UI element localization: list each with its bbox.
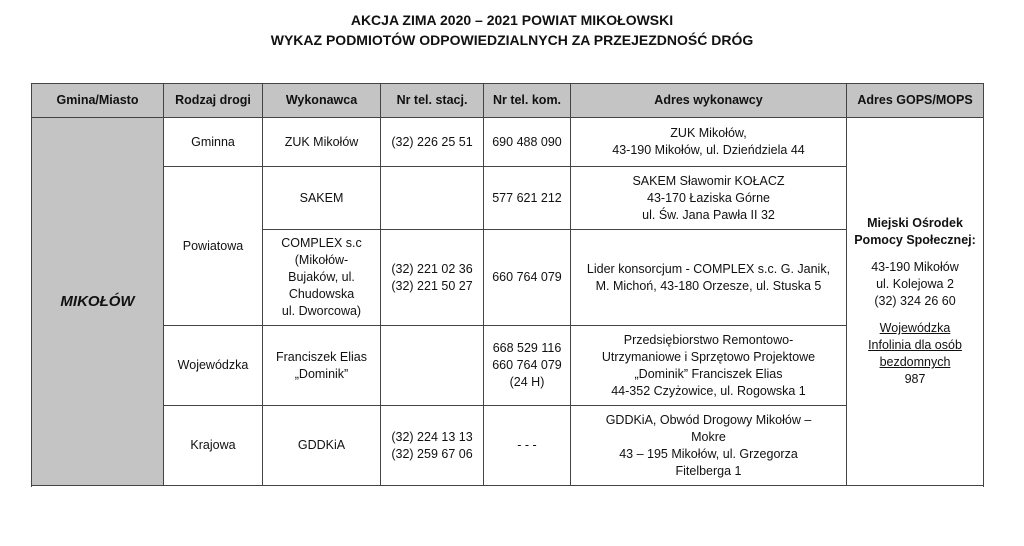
landline-number: (32) 226 25 51 <box>391 134 473 149</box>
contractor-cell: SAKEM <box>263 167 381 230</box>
mobile-number: 660 764 079 <box>492 270 562 284</box>
mobile-number: 690 488 090 <box>492 134 562 149</box>
road-type-cell: Krajowa <box>164 406 263 486</box>
contractor-address-cell <box>571 118 847 167</box>
mobile-cell <box>484 167 571 230</box>
table-row <box>32 167 984 230</box>
address-line: GDDKiA, Obwód Drogowy Mikołów – <box>605 412 812 427</box>
landline-cell <box>381 406 484 486</box>
address-line: ul. Św. Jana Pawła II 32 <box>642 207 775 222</box>
mobile-number: 668 529 116 <box>492 341 562 355</box>
contractor-address-cell <box>571 406 847 486</box>
landline-cell <box>381 118 484 167</box>
column-header-gops-address: Adres GOPS/MOPS <box>847 84 984 118</box>
column-header-contractor: Wykonawca <box>263 84 381 118</box>
address-line: Fitelberga 1 <box>675 463 742 478</box>
mobile-cell <box>484 326 571 406</box>
page-title: AKCJA ZIMA 2020 – 2021 POWIAT MIKOŁOWSKI <box>350 12 674 28</box>
address-line: M. Michoń, 43-180 Orzesze, ul. Stuska 5 <box>595 278 822 293</box>
mobile-cell <box>484 118 571 167</box>
mobile-number: 577 621 212 <box>492 190 562 205</box>
contractor-address-cell <box>571 326 847 406</box>
landline-number: (32) 221 50 27 <box>391 278 473 293</box>
gmina-cell: MIKOŁÓW <box>32 118 164 486</box>
address-line: „Dominik” Franciszek Elias <box>634 366 783 381</box>
landline-cell <box>381 326 484 406</box>
address-line: Utrzymaniowe i Sprzętowo Projektowe <box>601 349 816 364</box>
address-line: SAKEM Sławomir KOŁACZ <box>632 173 785 188</box>
homeless-hotline-link[interactable]: Wojewódzka Infolinia dla osób bezdomnych <box>868 321 962 369</box>
mobile-number: 660 764 079 <box>492 358 562 372</box>
road-type-cell: Wojewódzka <box>164 326 263 406</box>
address-line: Lider konsorcjum - COMPLEX s.c. G. Janik, <box>586 261 831 276</box>
homeless-hotline-number: 987 <box>904 372 926 386</box>
table-row <box>32 326 984 406</box>
gops-name: Miejski Ośrodek Pomocy Społecznej: <box>854 216 976 247</box>
landline-cell <box>381 230 484 326</box>
column-header-mobile: Nr tel. kom. <box>484 84 571 118</box>
contractor-address-cell <box>571 230 847 326</box>
mobile-cell <box>484 406 571 486</box>
landline-number: (32) 224 13 13 <box>391 429 473 444</box>
address-line: ZUK Mikołów, <box>670 126 747 140</box>
page-subtitle: WYKAZ PODMIOTÓW ODPOWIEDZIALNYCH ZA PRZEJEZDNOŚĆ DRÓG <box>270 32 754 48</box>
road-type-cell: Gminna <box>164 118 263 167</box>
address-line: 43-170 Łaziska Górne <box>647 190 770 205</box>
column-header-gmina: Gmina/Miasto <box>32 84 164 118</box>
contractor-cell: GDDKiA <box>263 406 381 486</box>
road-type-cell: Powiatowa <box>164 167 263 326</box>
contractor-cell: ZUK Mikołów <box>263 118 381 167</box>
address-line: 43 – 195 Mikołów, ul. Grzegorza <box>619 446 798 461</box>
gops-address: 43-190 Mikołów ul. Kolejowa 2 (32) 324 26 60 <box>871 260 959 308</box>
landline-number: (32) 221 02 36 <box>391 261 473 276</box>
gops-cell <box>847 118 984 486</box>
mobile-cell <box>484 230 571 326</box>
column-header-contractor-address: Adres wykonawcy <box>571 84 847 118</box>
table-row <box>32 118 984 167</box>
address-line: 43-190 Mikołów, ul. Dzieńdziela 44 <box>612 143 805 157</box>
address-line: Przedsiębiorstwo Remontowo- <box>623 332 794 347</box>
column-header-landline: Nr tel. stacj. <box>381 84 484 118</box>
column-header-road-type: Rodzaj drogi <box>164 84 263 118</box>
landline-cell <box>381 167 484 230</box>
address-line: Mokre <box>691 429 726 444</box>
road-responsibility-table <box>31 83 984 486</box>
landline-number: (32) 259 67 06 <box>391 446 473 461</box>
table-header-row <box>32 84 984 118</box>
address-line: 44-352 Czyżowice, ul. Rogowska 1 <box>611 383 806 398</box>
contractor-cell: COMPLEX s.c (Mikołów- Bujaków, ul. Chudowska ul. Dworcowa) <box>263 230 381 326</box>
contractor-cell: Franciszek Elias „Dominik” <box>263 326 381 406</box>
table-row <box>32 406 984 486</box>
contractor-address-cell <box>571 167 847 230</box>
mobile-number: - - - <box>517 438 537 452</box>
mobile-note: (24 H) <box>509 375 545 389</box>
